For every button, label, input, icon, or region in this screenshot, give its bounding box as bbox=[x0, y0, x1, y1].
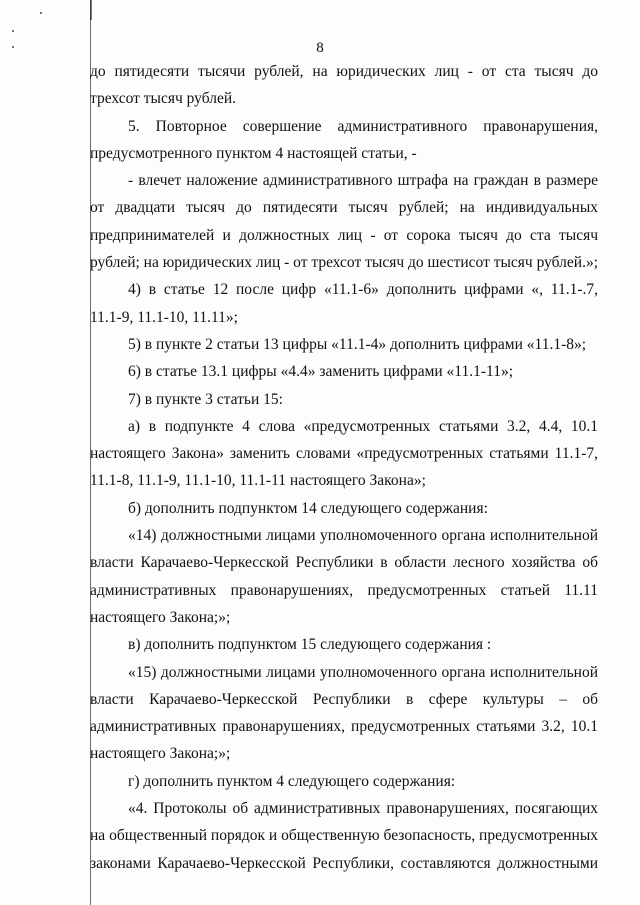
text-line: 7) в пункте 3 статьи 15: bbox=[128, 390, 283, 408]
text-line: от двадцати тысяч до пятидесяти тысяч рублей; на индивидуальных bbox=[90, 199, 598, 217]
text-line: «4. Протоколы об административных правонарушениях, посягающих bbox=[128, 800, 598, 818]
document-body bbox=[90, 58, 598, 877]
text-line: б) дополнить подпунктом 14 следующего содержания: bbox=[128, 499, 488, 517]
text-line: 6) в статье 13.1 цифры «4.4» заменить цифрами «11.1-11»; bbox=[128, 363, 514, 381]
scan-edge-mark bbox=[90, 0, 92, 20]
text-line: настоящего Закона» заменить словами «предусмотренных статьями 11.1-7, bbox=[90, 445, 598, 463]
text-line: «15) должностными лицами уполномоченного органа исполнительной bbox=[128, 663, 598, 681]
text-line: предпринимателей и должностных лиц - от сорока тысяч до ста тысяч bbox=[90, 226, 598, 244]
text-line: власти Карачаево-Черкесской Республики в сфере культуры – об bbox=[90, 690, 598, 708]
text-line: в) дополнить подпунктом 15 следующего содержания : bbox=[128, 636, 492, 654]
text-line: трехсот тысяч рублей. bbox=[90, 90, 237, 108]
text-line: на общественный порядок и общественную безопасность, предусмотренных bbox=[90, 827, 598, 845]
text-line: законами Карачаево-Черкесской Республики, составляются должностными bbox=[90, 854, 598, 872]
page-number: 8 bbox=[316, 40, 324, 56]
text-line: «14) должностными лицами уполномоченного органа исполнительной bbox=[128, 527, 598, 545]
text-line: г) дополнить пунктом 4 следующего содержания: bbox=[128, 772, 456, 790]
text-line: 11.1-9, 11.1-10, 11.11»; bbox=[90, 308, 238, 326]
text-line: 5) в пункте 2 статьи 13 цифры «11.1-4» дополнить цифрами «11.1-8»; bbox=[128, 335, 587, 353]
text-line: - влечет наложение административного штрафа на граждан в размере bbox=[128, 172, 598, 190]
text-line: 11.1-8, 11.1-9, 11.1-10, 11.1-11 настоящего Закона»; bbox=[90, 472, 426, 490]
scan-speck bbox=[12, 30, 14, 32]
text-line: настоящего Закона;»; bbox=[90, 608, 231, 626]
text-line: рублей; на юридических лиц - от трехсот тысяч до шестисот тысяч рублей.»; bbox=[90, 254, 599, 272]
scan-speck bbox=[40, 12, 42, 14]
text-line: предусмотренного пунктом 4 настоящей статьи, - bbox=[90, 144, 417, 162]
text-line: административных правонарушениях, предусмотренных статьей 11.11 bbox=[90, 581, 598, 599]
text-line: 4) в статье 12 после цифр «11.1-6» дополнить цифрами «, 11.1-.7, bbox=[128, 281, 598, 299]
text-line: до пятидесяти тысячи рублей, на юридических лиц - от ста тысяч до bbox=[90, 63, 598, 80]
text-line: настоящего Закона;»; bbox=[90, 745, 231, 763]
text-line: 5. Повторное совершение административного правонарушения, bbox=[128, 117, 598, 135]
text-line: а) в подпункте 4 слова «предусмотренных статьями 3.2, 4.4, 10.1 bbox=[128, 417, 598, 435]
text-line: административных правонарушениях, предусмотренных статьями 3.2, 10.1 bbox=[90, 718, 598, 736]
text-line: власти Карачаево-Черкесской Республики в области лесного хозяйства об bbox=[90, 554, 598, 572]
